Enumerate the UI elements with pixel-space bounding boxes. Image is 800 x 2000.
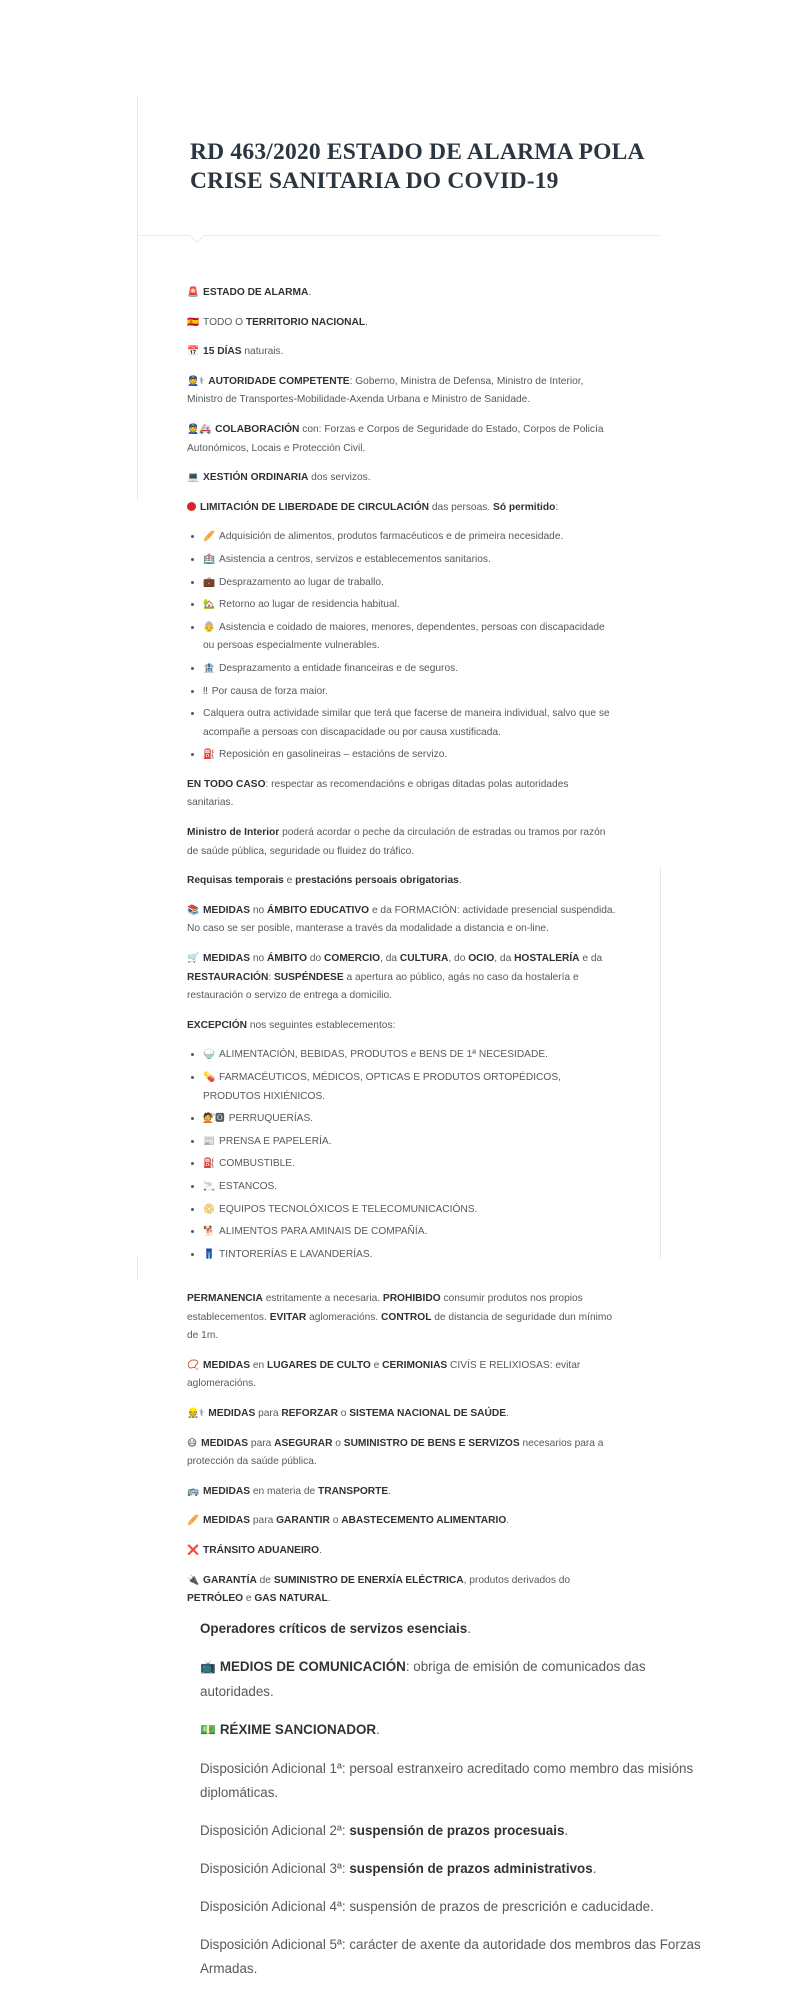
list-item-text: Retorno ao lugar de residencia habitual. — [219, 599, 400, 611]
list-item — [203, 705, 617, 742]
text-run: e — [283, 875, 296, 887]
list-item-text: FARMACÉUTICOS, MÉDICOS, OPTICAS E PRODUTOS ORTOPÉDICOS, PRODUTOS HIXIÉNICOS. — [203, 1072, 561, 1102]
intro-item — [187, 284, 617, 303]
bold-text: PERMANENCIA — [187, 1293, 263, 1304]
bold-text: Requisas temporais — [187, 875, 284, 887]
text-run: . — [506, 1407, 509, 1419]
emoji-icon: 🇪🇸 — [187, 316, 200, 328]
bold-text: GAS NATURAL — [254, 1593, 328, 1605]
emoji-icon: 📀 — [203, 1203, 216, 1215]
text-run: o — [329, 1515, 342, 1527]
list-item — [203, 1133, 617, 1152]
emoji-icon: 📰 — [203, 1135, 216, 1147]
emoji-icon: 👮🚑 — [187, 423, 212, 435]
text-run: naturais. — [241, 346, 284, 358]
text-run: : Goberno, Ministra de Defensa, Ministro de Interior, Ministro de Transportes-Mobilidade-Axenda Urbana e Ministro de Sanidade. — [187, 375, 584, 406]
list-item — [203, 660, 617, 679]
paragraph — [187, 1542, 617, 1561]
bold-text: RESTAURACIÓN — [187, 971, 269, 983]
bold-text: REFORZAR — [281, 1407, 338, 1419]
emoji-icon: 🔌 — [187, 1574, 200, 1586]
emoji-icon: 💻 — [187, 472, 200, 484]
bold-text: COLABORACIÓN — [215, 423, 300, 435]
paragraph — [187, 824, 617, 861]
text-run: no — [250, 904, 268, 916]
bold-text: PROHIBIDO — [382, 1293, 441, 1304]
emoji-icon: 📿 — [187, 1359, 200, 1371]
text-run: . — [308, 287, 312, 298]
bold-text: MEDIDAS — [201, 1437, 249, 1449]
text-run: , da — [494, 953, 515, 965]
emoji-icon: 🛒 — [187, 953, 200, 965]
emoji-icon: 🐕 — [203, 1226, 216, 1238]
text-run: CIVÍS E RELIXIOSAS: evitar aglomeracións. — [187, 1359, 581, 1390]
text-run: Disposición Adicional 1ª: persoal estranxeiro acreditado como membro das misións diplomáticas. — [200, 1761, 694, 1800]
paragraph — [200, 1895, 720, 1919]
emoji-icon: 💊 — [203, 1072, 216, 1083]
bold-text: ÁMBITO — [267, 953, 308, 965]
emoji-icon: 🚌 — [187, 1485, 200, 1497]
emoji-icon: 🏡 — [203, 599, 216, 611]
list-item-text: Asistencia a centros, servizos e establecementos sanitarios. — [219, 553, 491, 565]
intro-item — [187, 421, 617, 458]
bold-text: GARANTIR — [276, 1515, 330, 1527]
mid-paragraphs — [187, 776, 617, 1006]
paragraph — [200, 1655, 720, 1704]
text-run: . — [365, 316, 368, 328]
title-divider — [138, 235, 660, 236]
text-run: Disposición Adicional 4ª: suspensión de prazos de prescrición e caducidade. — [200, 1899, 654, 1914]
bold-text: AUTORIDADE COMPETENTE — [208, 375, 350, 387]
article-body-lower — [187, 1290, 617, 1620]
bold-text: ASEGURAR — [274, 1437, 333, 1449]
bold-text: TERRITORIO NACIONAL — [245, 316, 366, 328]
bold-text: CERIMONIAS — [382, 1359, 448, 1371]
bold-text: EXCEPCIÓN — [187, 1019, 248, 1031]
list-item — [203, 551, 617, 570]
bold-text: CONTROL — [381, 1311, 432, 1323]
list-item — [203, 746, 617, 765]
list-item-text: TINTORERÍAS E LAVANDERÍAS. — [219, 1248, 373, 1260]
red-circle-icon — [187, 502, 196, 511]
title-divider-notch — [190, 229, 204, 243]
bold-text: MEDIDAS — [203, 1359, 251, 1371]
bold-text: ABASTECEMENTO ALIMENTARIO — [341, 1515, 507, 1527]
paragraph — [187, 776, 617, 813]
paragraph — [200, 1933, 720, 1981]
list-item-text: Por causa de forza maior. — [211, 685, 328, 697]
emoji-icon: ❌ — [187, 1544, 200, 1556]
paragraph — [187, 950, 617, 1006]
bold-text: Só permitido — [493, 501, 556, 513]
right-border-line — [660, 868, 661, 1258]
text-run: : — [555, 501, 559, 513]
emoji-icon: 📺 — [200, 1660, 216, 1675]
text-run: o — [337, 1407, 350, 1419]
text-run: . — [458, 875, 462, 887]
text-run: . — [592, 1861, 597, 1876]
article-body-final — [200, 1617, 720, 1995]
emoji-icon: 🏦 — [203, 662, 216, 674]
list-item-text: Adquisición de alimentos, produtos farmacéuticos e de primeira necesidade. — [219, 531, 564, 543]
emoji-icon: 💵 — [200, 1723, 216, 1738]
list-item-text: COMBUSTIBLE. — [219, 1158, 295, 1170]
bold-text: SUMINISTRO DE BENS E SERVIZOS — [343, 1437, 520, 1449]
text-run: . — [506, 1515, 510, 1527]
paragraph — [187, 1357, 617, 1394]
limitation-heading — [187, 499, 617, 518]
emoji-icon: 🥖 — [187, 1515, 200, 1527]
list-item — [203, 1246, 617, 1265]
paragraph — [187, 902, 617, 939]
bold-text: TRÁNSITO ADUANEIRO — [203, 1544, 320, 1556]
text-run: de distancia de seguridade dun mínimo de 1m. — [187, 1311, 613, 1342]
list-item-text: ALIMENTOS PARA AMINAIS DE COMPAÑÍA. — [219, 1226, 428, 1238]
text-run: , do — [448, 953, 469, 965]
text-run: o — [332, 1437, 344, 1449]
emoji-icon: 🚨 — [187, 287, 200, 298]
text-run: . — [388, 1485, 392, 1497]
emoji-icon: 👖 — [203, 1248, 216, 1260]
paragraph — [200, 1757, 720, 1805]
text-run: e — [243, 1593, 255, 1605]
text-run: nos seguintes establecementos: — [247, 1019, 396, 1031]
exception-heading — [187, 1017, 617, 1036]
bold-text: COMERCIO — [324, 953, 381, 965]
text-run: de — [256, 1574, 274, 1586]
list-item-text: ALIMENTACIÓN, BEBIDAS, PRODUTOS e BENS DE 1ª NECESIDADE. — [219, 1049, 548, 1061]
text-run: do — [307, 953, 325, 965]
bold-text: MEDIDAS — [203, 1515, 251, 1527]
paragraph — [200, 1617, 720, 1641]
text-run: : respectar as recomendacións e obrigas ditadas polas autoridades sanitarias. — [187, 778, 569, 809]
text-run: no — [250, 953, 268, 965]
bold-text: HOSTALERÍA — [514, 953, 580, 965]
list-item-text: PRENSA E PAPELERÍA. — [219, 1135, 332, 1147]
emoji-icon: 👷⚕ — [187, 1407, 205, 1419]
bold-text: MEDIDAS — [203, 904, 251, 916]
bold-text: GARANTÍA — [203, 1574, 257, 1586]
paragraph — [200, 1718, 720, 1743]
list-item-text: Asistencia e coidado de maiores, menores, dependentes, persoas con discapacidade ou persoas especialmente vulnerables. — [203, 621, 605, 652]
list-item — [203, 1178, 617, 1197]
emoji-icon: 🚬 — [203, 1180, 216, 1192]
bold-text: LIMITACIÓN DE LIBERDADE DE CIRCULACIÓN — [200, 501, 430, 513]
text-run: con: Forzas e Corpos de Seguridade do Estado, Corpos de Policía Autonómicos, Locais e Protección Civil. — [187, 423, 604, 454]
text-run: . — [319, 1544, 322, 1556]
list-item — [203, 683, 617, 702]
emoji-icon: ‼ — [203, 685, 208, 697]
list-item — [203, 1201, 617, 1220]
list-item-text: ESTANCOS. — [219, 1180, 278, 1192]
emoji-icon: 👵 — [203, 621, 216, 633]
bold-text: prestacións persoais obrigatorias — [295, 875, 459, 887]
list-item-text: EQUIPOS TECNOLÓXICOS E TELECOMUNICACIÓNS. — [219, 1203, 478, 1215]
text-run: . — [376, 1722, 380, 1737]
text-run: , da — [380, 953, 400, 965]
bold-text: RÉXIME SANCIONADOR — [219, 1722, 377, 1737]
bold-text: EVITAR — [269, 1311, 307, 1323]
bold-text: suspensión de prazos administrativos — [349, 1861, 593, 1876]
text-run: Disposición Adicional 2ª: — [200, 1823, 350, 1838]
bold-text: CULTURA — [399, 953, 449, 965]
bold-text: MEDIOS DE COMUNICACIÓN — [219, 1659, 406, 1674]
article-body-upper — [187, 284, 617, 1275]
text-run: e — [370, 1359, 383, 1371]
intro-item — [187, 343, 617, 362]
list-item — [203, 574, 617, 593]
paragraph — [187, 1290, 617, 1346]
list-item — [203, 619, 617, 656]
text-run: : — [268, 971, 274, 983]
bold-text: 15 DÍAS — [203, 346, 242, 358]
list-item — [203, 1069, 617, 1106]
text-run: para — [255, 1407, 282, 1419]
intro-item — [187, 314, 617, 333]
bold-text: SUSPÉNDESE — [273, 971, 344, 983]
emoji-icon: 💼 — [203, 576, 216, 588]
paragraph — [187, 1483, 617, 1502]
emoji-icon: 👮⚕ — [187, 375, 205, 387]
left-border-line — [137, 95, 138, 500]
list-item — [203, 1046, 617, 1065]
paragraph — [187, 1572, 617, 1609]
limitation-list — [187, 528, 617, 765]
intro-item — [187, 469, 617, 488]
emoji-icon: 🍚 — [203, 1049, 216, 1061]
bold-text: PETRÓLEO — [187, 1593, 244, 1605]
list-item — [203, 596, 617, 615]
paragraph — [200, 1857, 720, 1881]
list-item — [203, 1110, 617, 1129]
bold-text: MEDIDAS — [203, 1485, 251, 1497]
emoji-icon: 😷 — [187, 1437, 198, 1449]
text-run: para — [248, 1437, 275, 1449]
list-item-text: Desprazamento ao lugar de traballo. — [219, 576, 384, 588]
bold-text: LUGARES DE CULTO — [267, 1359, 371, 1371]
text-run: necesarios para a protección da saúde pública. — [187, 1437, 604, 1468]
text-run: . — [564, 1823, 569, 1838]
intro-item — [187, 373, 617, 410]
exception-list — [187, 1046, 617, 1264]
text-run: TODO O — [203, 316, 246, 328]
bold-text: ÁMBITO EDUCATIVO — [267, 904, 370, 916]
text-run: en — [250, 1359, 268, 1371]
paragraph — [200, 1819, 720, 1843]
paragraph — [187, 1512, 617, 1531]
bold-text: MEDIDAS — [203, 953, 251, 965]
text-run: , produtos derivados do — [463, 1574, 571, 1586]
list-item-text: Desprazamento a entidade financeiras e de seguros. — [219, 662, 459, 674]
bold-text: SUMINISTRO DE ENERXÍA ELÉCTRICA — [273, 1574, 464, 1586]
emoji-icon: 📅 — [187, 346, 200, 358]
text-run: poderá acordar o peche da circulación de estradas ou tramos por razón de saúde pública, seguridade ou fluidez do tráfico. — [187, 827, 606, 857]
paragraph — [187, 1435, 617, 1472]
emoji-icon: 🏥 — [203, 553, 216, 565]
text-run: en materia de — [250, 1485, 318, 1497]
bold-text: MEDIDAS — [208, 1407, 256, 1419]
intro-list — [187, 284, 617, 488]
left-border-line-lower — [137, 1255, 138, 1280]
emoji-icon: 📚 — [187, 904, 200, 916]
emoji-icon: ⛽ — [203, 749, 216, 761]
paragraph — [187, 1405, 617, 1424]
text-run: estritamente a necesaria. — [262, 1293, 383, 1304]
text-run: a apertura ao público, agás no caso da hostalería e restauración o servizo de entrega a domicilio. — [187, 971, 579, 1002]
bold-text: OCIO — [468, 953, 495, 965]
list-item-text: PERRUQUERÍAS. — [228, 1113, 314, 1125]
text-run: aglomeracións. — [306, 1311, 382, 1323]
text-run: : obriga de emisión de comunicados das autoridades. — [200, 1659, 646, 1699]
text-run: e da FORMACIÓN: actividade presencial suspendida. No caso se ser posible, manterase a través da modalidade a distancia e on-line. — [187, 904, 616, 935]
page-title: RD 463/2020 ESTADO DE ALARMA POLA CRISE SANITARIA DO COVID-19 — [190, 139, 644, 194]
bold-text: ESTADO DE ALARMA — [203, 287, 309, 298]
text-run: . — [467, 1621, 471, 1636]
bold-text: SISTEMA NACIONAL DE SAÚDE — [349, 1407, 507, 1419]
paragraph — [187, 872, 617, 891]
text-run: Disposición Adicional 3ª: — [200, 1861, 350, 1876]
list-item-text: Reposición en gasolineiras – estacións de servizo. — [219, 749, 448, 761]
emoji-icon: 🥖 — [203, 531, 216, 543]
emoji-icon: 💇🅾 — [203, 1113, 225, 1125]
emoji-icon: ⛽ — [203, 1158, 216, 1170]
bold-text: XESTIÓN ORDINARIA — [203, 472, 309, 484]
text-run: consumir produtos nos propios establecementos. — [187, 1293, 583, 1323]
bold-text: Ministro de Interior — [187, 827, 280, 839]
bold-text: EN TODO CASO — [187, 778, 266, 790]
bold-text: Operadores críticos de servizos esenciais — [200, 1621, 468, 1636]
text-run: dos servizos. — [308, 472, 371, 484]
list-item — [203, 528, 617, 547]
text-run: das persoas. — [429, 501, 494, 513]
bold-text: TRANSPORTE — [318, 1485, 389, 1497]
list-item — [203, 1223, 617, 1242]
list-item — [203, 1155, 617, 1174]
text-run: Disposición Adicional 5ª: carácter de axente da autoridade dos membros das Forzas Armadas. — [200, 1937, 701, 1976]
text-run: e da — [579, 953, 603, 965]
text-run: para — [250, 1515, 277, 1527]
list-item-text: Calquera outra actividade similar que terá que facerse de maneira individual, salvo que se acompañe a persoas con discapacidade ou por causa xustificada. — [203, 708, 610, 738]
text-run: . — [327, 1593, 331, 1605]
bold-text: suspensión de prazos procesuais — [349, 1823, 565, 1838]
